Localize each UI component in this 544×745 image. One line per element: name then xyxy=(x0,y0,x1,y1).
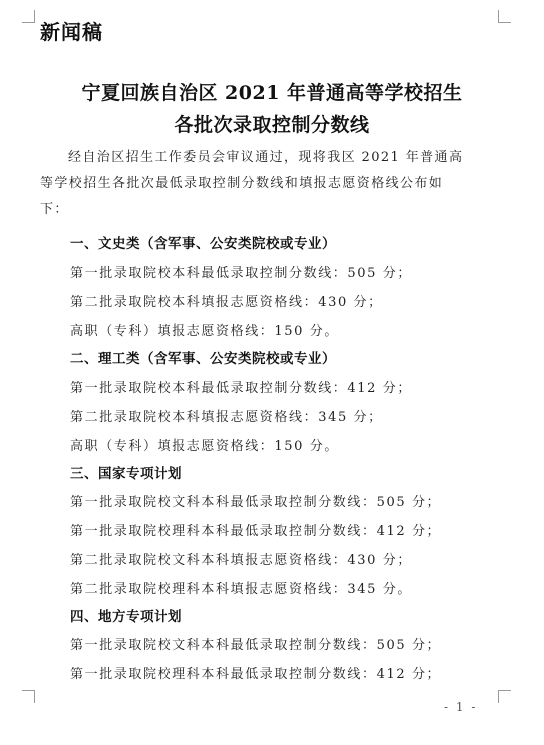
score-line: 高职（专科）填报志愿资格线：150 分。 xyxy=(70,439,339,454)
score-line: 第二批录取院校本科填报志愿资格线：430 分； xyxy=(70,295,383,310)
score-line: 第一批录取院校理科本科最低录取控制分数线：412 分； xyxy=(70,667,442,682)
section-heading-national-special-plan: 三、国家专项计划 xyxy=(70,466,182,482)
score-line: 第二批录取院校理科本科填报志愿资格线：345 分。 xyxy=(70,582,412,597)
intro-paragraph-line-2: 等学校招生各批次最低录取控制分数线和填报志愿资格线公布如 xyxy=(40,176,444,191)
intro-paragraph-line-3: 下： xyxy=(40,202,69,217)
score-line: 第二批录取院校本科填报志愿资格线：345 分； xyxy=(70,410,383,425)
document-title-line-1: 宁夏回族自治区 2021 年普通高等学校招生 xyxy=(81,82,463,104)
score-line: 高职（专科）填报志愿资格线：150 分。 xyxy=(70,324,339,339)
document-title-line-2: 各批次录取控制分数线 xyxy=(174,114,370,136)
page-number: - 1 - xyxy=(444,700,478,714)
crop-mark-bottom-left xyxy=(22,690,35,703)
section-heading-liberal-arts: 一、文史类（含军事、公安类院校或专业） xyxy=(70,236,336,252)
score-line: 第一批录取院校文科本科最低录取控制分数线：505 分； xyxy=(70,638,442,653)
section-heading-science: 二、理工类（含军事、公安类院校或专业） xyxy=(70,351,336,367)
document-type-label: 新闻稿 xyxy=(40,20,103,44)
score-line: 第一批录取院校文科本科最低录取控制分数线：505 分； xyxy=(70,495,442,510)
section-heading-local-special-plan: 四、地方专项计划 xyxy=(70,609,182,625)
score-line: 第一批录取院校本科最低录取控制分数线：505 分； xyxy=(70,266,412,281)
score-line: 第一批录取院校理科本科最低录取控制分数线：412 分； xyxy=(70,524,442,539)
score-line: 第一批录取院校本科最低录取控制分数线：412 分； xyxy=(70,381,412,396)
crop-mark-top-right xyxy=(498,10,511,23)
score-line: 第二批录取院校文科本科填报志愿资格线：430 分； xyxy=(70,553,412,568)
intro-paragraph-line-1: 经自治区招生工作委员会审议通过，现将我区 2021 年普通高 xyxy=(68,150,464,165)
crop-mark-bottom-right xyxy=(498,690,511,703)
crop-mark-top-left xyxy=(22,10,35,23)
